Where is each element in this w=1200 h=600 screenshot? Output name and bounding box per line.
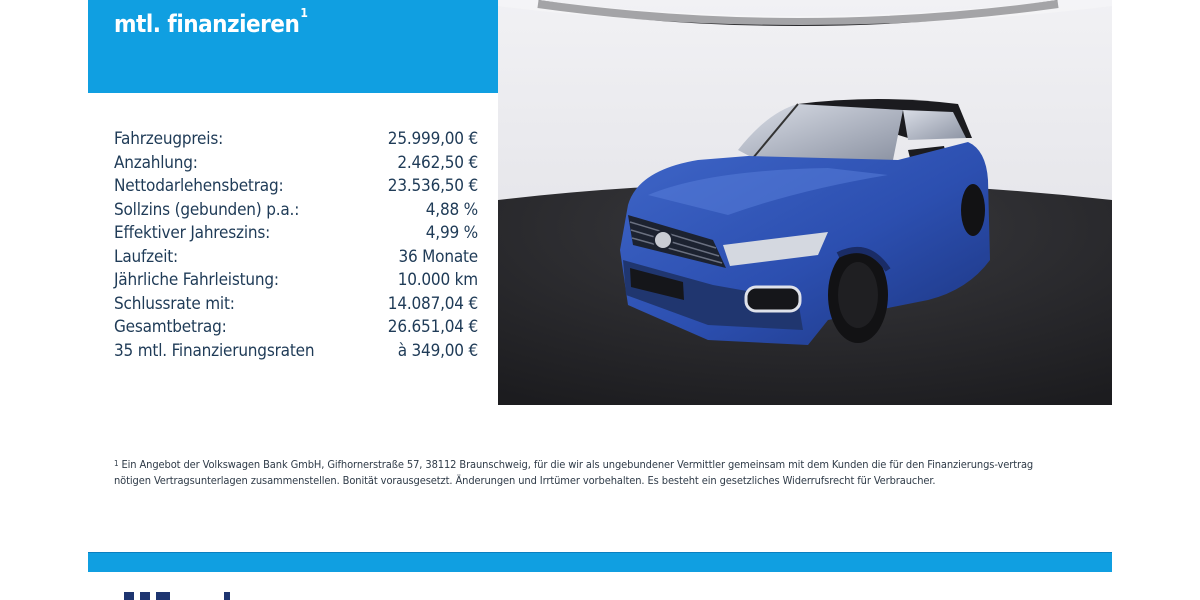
finance-value: 4,88 % xyxy=(425,199,478,220)
footnote-mark: 1 xyxy=(300,6,308,20)
logo-stroke xyxy=(156,592,170,600)
finance-value: 36 Monate xyxy=(398,246,478,267)
logo-stroke xyxy=(124,592,134,600)
finance-row xyxy=(114,269,478,293)
finance-value: 4,99 % xyxy=(425,223,478,243)
finance-row xyxy=(114,246,478,270)
finance-row xyxy=(114,222,478,246)
finance-label: Nettodarlehensbetrag: xyxy=(114,176,284,196)
finance-value: 10.000 km xyxy=(397,270,478,290)
finance-label: Fahrzeugpreis: xyxy=(114,129,224,149)
finance-label: Jährliche Fahrleistung: xyxy=(114,270,279,290)
finance-label: Sollzins (gebunden) p.a.: xyxy=(114,199,300,220)
finance-label: Laufzeit: xyxy=(114,246,179,267)
footnote-mark: 1 xyxy=(114,459,119,468)
bottom-accent-bar xyxy=(88,552,1112,572)
finance-value: 25.999,00 € xyxy=(387,129,478,149)
footnote xyxy=(114,457,1034,489)
page-title xyxy=(114,6,308,38)
finance-value: 14.087,04 € xyxy=(387,293,478,314)
finance-row xyxy=(114,152,478,176)
finance-row xyxy=(114,316,478,340)
finance-value: 26.651,04 € xyxy=(387,317,478,337)
finance-row xyxy=(114,199,478,223)
finance-label: Schlussrate mit: xyxy=(114,293,235,314)
page-title-text: mtl. finanzieren xyxy=(114,10,300,38)
finance-row xyxy=(114,128,478,152)
finance-label: Effektiver Jahreszins: xyxy=(114,223,271,243)
logo-stroke xyxy=(140,592,150,600)
finance-value: 2.462,50 € xyxy=(397,152,478,173)
finance-label: 35 mtl. Finanzierungsraten xyxy=(114,340,315,361)
finance-label: Gesamtbetrag: xyxy=(114,317,227,337)
finance-row xyxy=(114,340,478,364)
logo-stroke xyxy=(224,592,230,600)
bottom-logo-partial xyxy=(124,592,244,600)
finance-label: Anzahlung: xyxy=(114,152,198,173)
header-box xyxy=(88,0,498,93)
car-photo xyxy=(498,0,1112,405)
finance-value: à 349,00 € xyxy=(397,340,478,361)
finance-row xyxy=(114,175,478,199)
finance-value: 23.536,50 € xyxy=(387,176,478,196)
finance-row xyxy=(114,293,478,317)
car-photo-illustration xyxy=(498,0,1112,405)
finance-table xyxy=(114,128,478,363)
footnote-text: Ein Angebot der Volkswagen Bank GmbH, Gifhornerstraße 57, 38112 Braunschweig, für die wir als ungebundener Vermittler gemeinsam mit dem Kunden die für den Finanzierungs-vertrag nötigen Vertragsunterlagen zusammenstellen. Bonität vorausgesetzt. Änderungen und Irrtümer vorbehalten. Es besteht ein gesetzliches Widerrufsrecht für Verbraucher. xyxy=(114,458,1034,487)
